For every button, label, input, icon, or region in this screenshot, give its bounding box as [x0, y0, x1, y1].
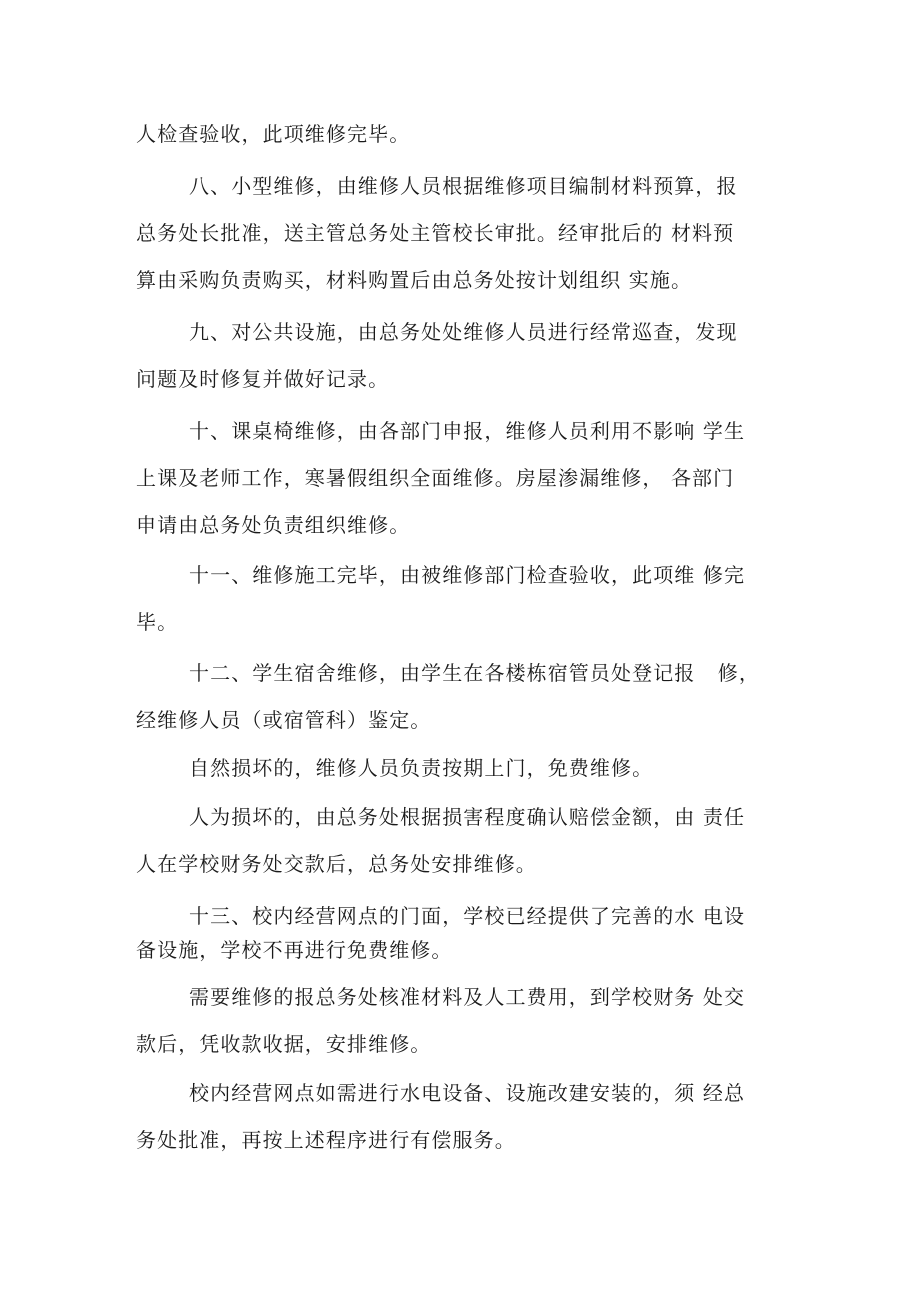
text-line: 十三、校内经营网点的门面，学校已经提供了完善的水 电设 [189, 904, 746, 928]
text-line: 毕。 [136, 610, 179, 634]
text-line: 申请由总务处负责组织维修。 [136, 513, 411, 537]
text-line: 经维修人员（或宿管科）鉴定。 [136, 708, 432, 732]
text-line: 算由采购负责购买，材料购置后由总务处按计划组织 实施。 [136, 268, 693, 292]
text-line: 十、课桌椅维修，由各部门申报，维修人员利用不影响 学生 [189, 419, 746, 443]
text-line: 备设施，学校不再进行免费维修。 [136, 938, 453, 962]
text-line: 自然损坏的，维修人员负责按期上门，免费维修。 [189, 756, 654, 780]
text-line: 问题及时修复并做好记录。 [136, 367, 390, 391]
text-line: 人检查验收，此项维修完毕。 [136, 122, 411, 146]
text-line: 人在学校财务处交款后，总务处安排维修。 [136, 852, 537, 876]
text-line: 十二、学生宿舍维修，由学生在各楼栋宿管员处登记报 修， [189, 661, 760, 685]
text-line: 校内经营网点如需进行水电设备、设施改建安装的，须 经总 [189, 1081, 746, 1105]
text-line: 九、对公共设施，由总务处处维修人员进行经常巡查，发现 [189, 320, 738, 344]
text-line: 人为损坏的，由总务处根据损害程度确认赔偿金额，由 责任 [189, 805, 746, 829]
text-line: 务处批准，再按上述程序进行有偿服务。 [136, 1128, 516, 1152]
text-line: 八、小型维修，由维修人员根据维修项目编制材料预算，报 [189, 174, 738, 198]
text-line: 总务处长批准，送主管总务处主管校长审批。经审批后的 材料预 [136, 221, 735, 245]
text-line: 款后，凭收款收据，安排维修。 [136, 1032, 432, 1056]
text-line: 上课及老师工作，寒暑假组织全面维修。房屋渗漏维修， 各部门 [136, 466, 735, 490]
text-line: 需要维修的报总务处核准材料及人工费用，到学校财务 处交 [189, 985, 746, 1009]
text-line: 十一、维修施工完毕，由被维修部门检查验收，此项维 修完 [189, 563, 746, 587]
